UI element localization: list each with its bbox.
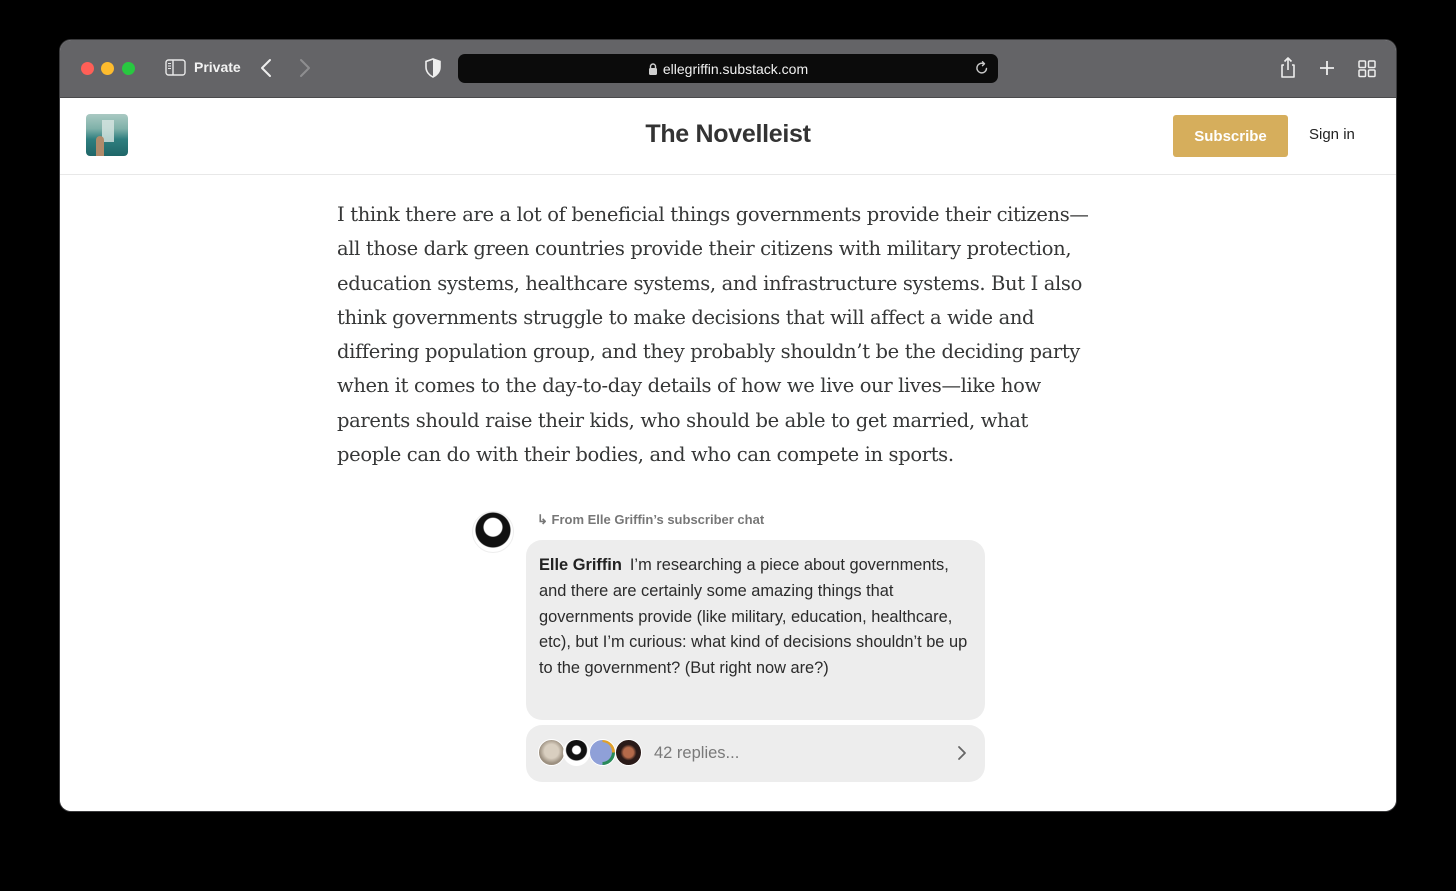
maximize-window-button[interactable] — [122, 62, 135, 75]
reply-arrow-icon: ↳ — [537, 512, 552, 527]
browser-toolbar — [60, 40, 1396, 98]
article-line: differing population group, and they probably shouldn’t be the deciding party — [337, 340, 1080, 364]
article-line: education systems, healthcare systems, and infrastructure systems. But I also — [337, 271, 1082, 295]
sidebar-toggle-icon[interactable] — [165, 59, 186, 76]
chat-message-bubble[interactable] — [526, 540, 985, 720]
browser-window — [60, 40, 1396, 811]
minimize-window-button[interactable] — [101, 62, 114, 75]
web-page — [60, 98, 1396, 811]
new-tab-icon[interactable] — [1316, 56, 1338, 80]
subscribe-button[interactable]: Subscribe — [1173, 115, 1288, 157]
article-line: think governments struggle to make decisions that will affect a wide and — [337, 305, 1035, 329]
message-text: I’m researching a piece about governments, and there are certainly some amazing things that governments provide (like military, education, healthcare, etc), but I’m curious: what kind of decisions shouldn’t be up to the government? (But right now are?) — [539, 556, 968, 678]
reply-avatar — [563, 739, 590, 766]
author-avatar[interactable] — [472, 511, 514, 553]
private-mode-label: Private — [194, 59, 241, 75]
close-window-button[interactable] — [81, 62, 94, 75]
chat-source-label[interactable]: ↳ From Elle Griffin’s subscriber chat — [537, 512, 765, 527]
publication-title[interactable]: The Novelleist — [645, 120, 811, 148]
tab-overview-icon[interactable] — [1356, 56, 1378, 80]
chevron-right-icon — [957, 745, 967, 761]
article-line: people can do with their bodies, and who can compete in sports. — [337, 443, 954, 467]
message-author: Elle Griffin — [539, 556, 622, 574]
back-arrow-icon[interactable] — [259, 57, 273, 79]
article-line: parents should raise their kids, who should be able to get married, what — [337, 408, 1028, 432]
url-text: ellegriffin.substack.com — [662, 61, 809, 77]
article-line: I think there are a lot of beneficial things governments provide their citizens— — [337, 203, 1089, 226]
forward-arrow-icon[interactable] — [298, 57, 312, 79]
article-body-paragraph — [337, 198, 1127, 472]
article-line: when it comes to the day-to-day details of how we live our lives—like how — [337, 374, 1041, 398]
sign-in-link[interactable]: Sign in — [1309, 126, 1355, 143]
article-line: all those dark green countries provide their citizens with military protection, — [337, 237, 1072, 261]
reply-avatar — [589, 739, 616, 766]
privacy-shield-icon[interactable] — [424, 58, 442, 78]
replies-button[interactable] — [526, 725, 985, 782]
reload-icon[interactable] — [974, 60, 990, 76]
reply-avatar — [538, 739, 565, 766]
address-bar[interactable] — [458, 54, 998, 83]
lock-icon — [648, 63, 658, 75]
share-icon[interactable] — [1277, 56, 1299, 80]
site-header — [60, 98, 1396, 175]
replies-count: 42 replies... — [654, 744, 740, 762]
reply-avatar — [615, 739, 642, 766]
